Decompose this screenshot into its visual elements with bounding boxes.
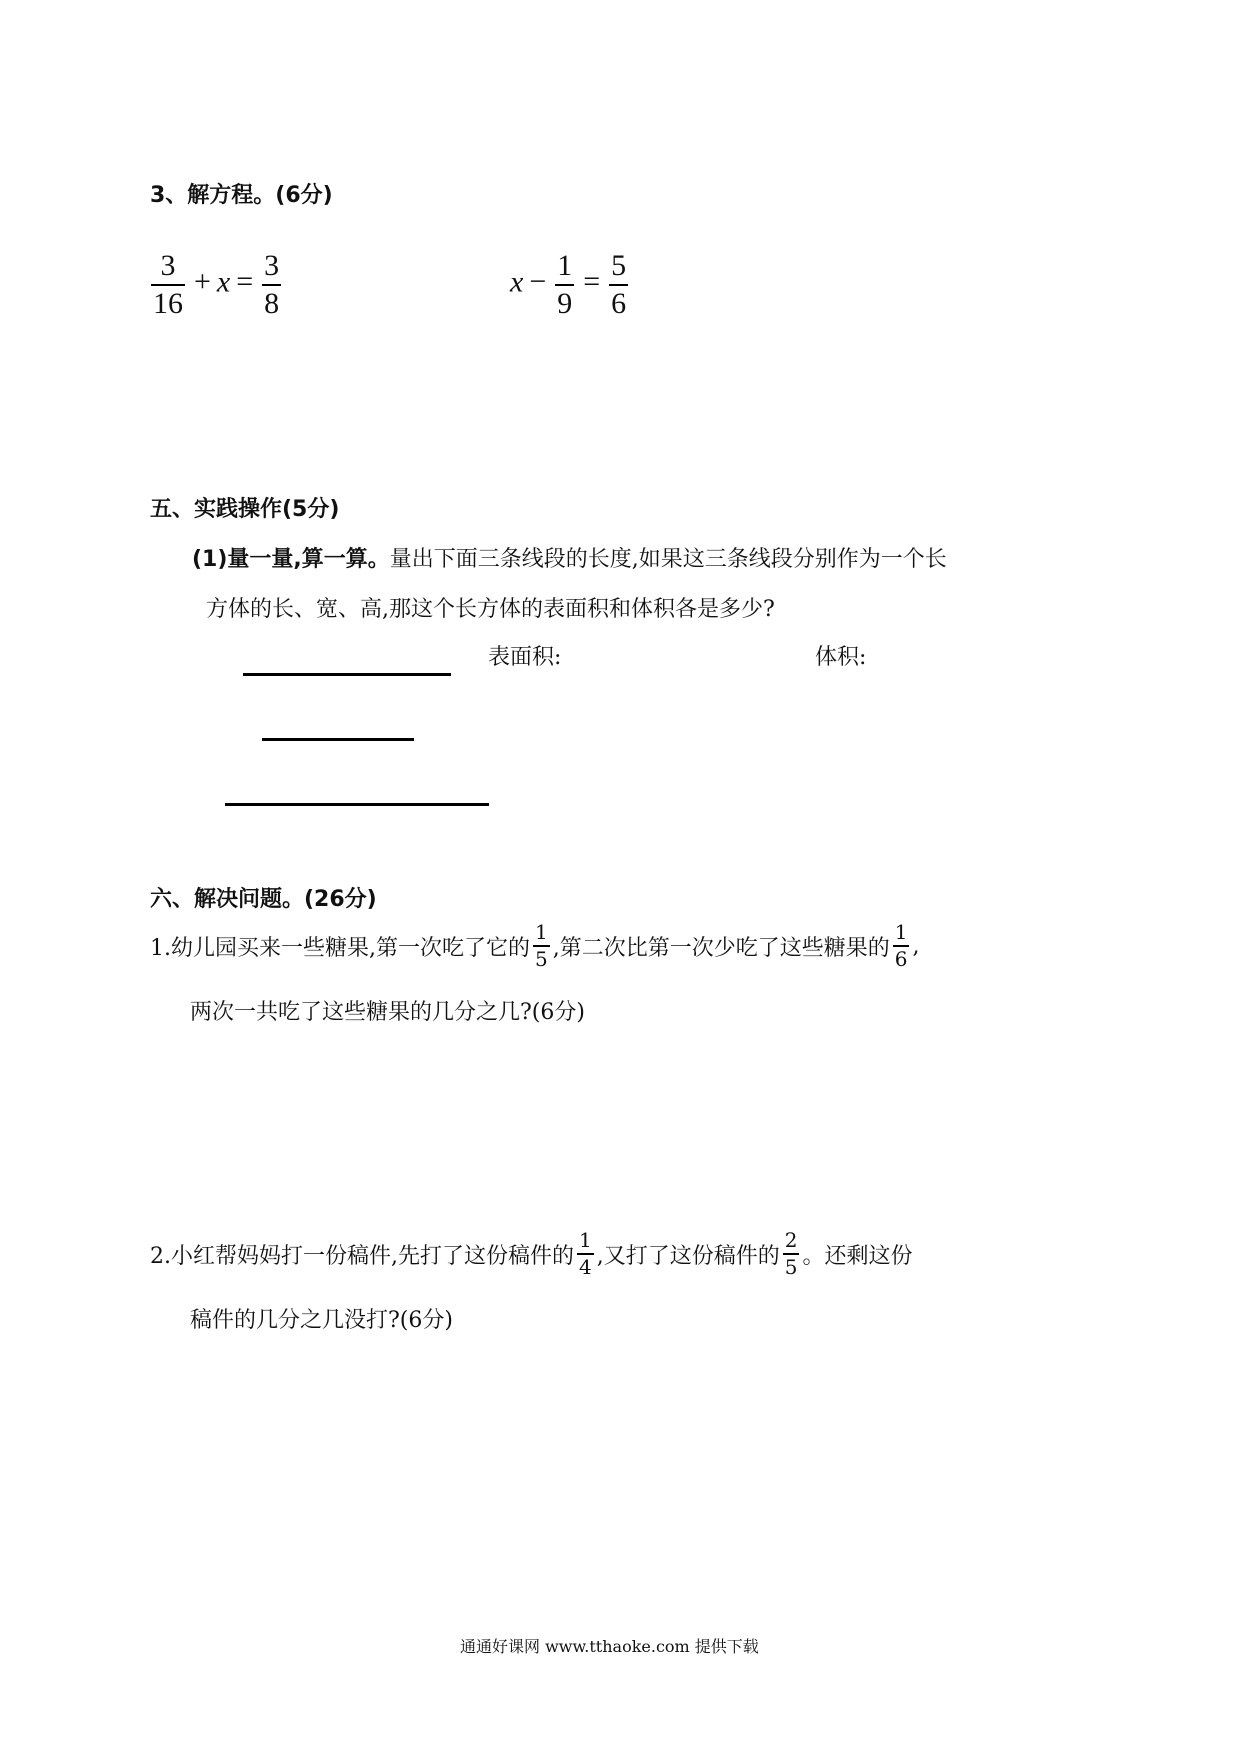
question-5-1-line-1: [192, 542, 947, 573]
problem-1-line-1: [150, 922, 919, 970]
denominator: 16: [153, 286, 183, 320]
fraction: [609, 250, 628, 319]
operator: −: [529, 265, 547, 299]
fraction: [262, 250, 281, 319]
fraction: [577, 1230, 594, 1278]
numerator: 1: [535, 920, 548, 944]
fraction: [555, 250, 574, 319]
volume-label: 体积:: [815, 645, 867, 670]
denominator: 5: [535, 947, 548, 971]
section-3-title: 3、解方程。(6分): [150, 183, 333, 208]
problem-text: ,第二次比第一次少吃了这些糖果的: [552, 935, 890, 961]
numerator: 5: [611, 249, 627, 282]
equals-sign: =: [583, 265, 601, 299]
fraction-bar: [151, 284, 185, 286]
numerator: 1: [557, 249, 573, 282]
denominator: 6: [611, 286, 627, 320]
denominator: 6: [894, 947, 908, 971]
equation-1: [148, 250, 284, 319]
question-5-1-line-2: 方体的长、宽、高,那这个长方体的表面积和体积各是多少?: [206, 597, 775, 622]
problem-text: ,又打了这份稿件的: [596, 1243, 780, 1269]
problem-1-line-2: 两次一共吃了这些糖果的几分之几?(6分): [190, 1000, 585, 1025]
denominator: 4: [579, 1255, 592, 1279]
fraction-bar: [262, 284, 281, 286]
surface-area-label: 表面积:: [488, 645, 562, 670]
numerator: 1: [579, 1228, 592, 1252]
operator: +: [194, 265, 211, 299]
problem-text: 1.幼儿园买来一些糖果,第一次吃了它的: [150, 935, 530, 961]
problem-text: ,: [912, 933, 920, 959]
denominator: 5: [784, 1255, 798, 1279]
fraction: [533, 922, 550, 970]
numerator: 3: [160, 249, 176, 282]
numerator: 2: [784, 1228, 798, 1252]
segment-line-3: [225, 803, 489, 806]
problem-text: 。还剩这份: [802, 1243, 913, 1269]
denominator: 8: [264, 286, 280, 320]
fraction: [893, 922, 910, 970]
segment-line-1: [243, 673, 451, 676]
section-5-title: 五、实践操作(5分): [150, 497, 340, 522]
denominator: 9: [557, 286, 573, 320]
problem-2-line-1: [150, 1230, 912, 1278]
equation-2: [510, 250, 631, 319]
fraction-bar: [555, 284, 574, 286]
fraction-bar: [609, 284, 628, 286]
fraction: [151, 250, 185, 319]
question-label: (1)量一量,算一算。: [192, 547, 390, 572]
fraction: [783, 1230, 800, 1278]
variable: x: [510, 265, 524, 299]
section-6-title: 六、解决问题。(26分): [150, 887, 377, 912]
problem-2-line-2: 稿件的几分之几没打?(6分): [190, 1308, 453, 1333]
question-text: 量出下面三条线段的长度,如果这三条线段分别作为一个长: [389, 547, 947, 572]
equals-sign: =: [236, 265, 254, 299]
variable: x: [216, 265, 231, 299]
problem-text: 2.小红帮妈妈打一份稿件,先打了这份稿件的: [150, 1243, 574, 1269]
segment-line-2: [262, 738, 414, 741]
numerator: 3: [264, 249, 280, 282]
numerator: 1: [894, 920, 908, 944]
footer-text: 通通好课网 www.tthaoke.com 提供下载: [460, 1637, 759, 1656]
